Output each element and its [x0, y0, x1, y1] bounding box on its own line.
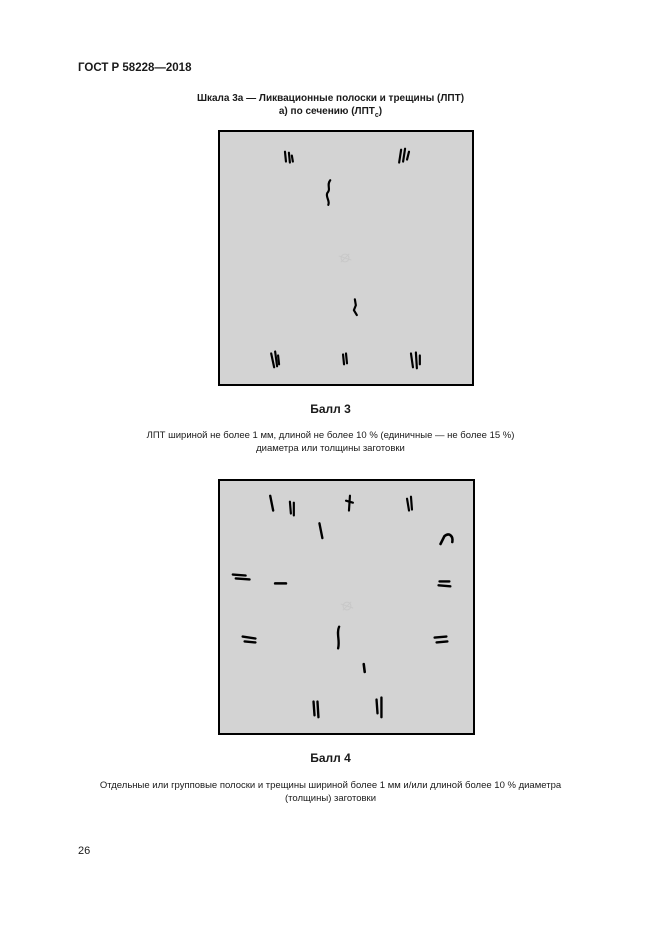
grade-3-label: Балл 3 — [310, 402, 351, 416]
specimen-center-mark — [339, 254, 351, 262]
defect-mark — [399, 149, 409, 163]
defect-mark — [441, 535, 453, 544]
specimen-grade-4-drawing — [220, 481, 473, 733]
scale-title: Шкала 3а — Ликвационные полоски и трещины (ЛПТ) — [196, 93, 465, 104]
scale-title-block — [0, 92, 661, 122]
defect-mark — [290, 502, 294, 516]
grade-3-description-line-1: ЛПТ шириной не более 1 мм, длиной не более 10 % (единичные — не более 15 %) — [146, 430, 515, 441]
document-header: ГОСТ Р 58228—2018 — [78, 62, 192, 74]
specimen-grade-4 — [218, 479, 475, 735]
scale-subtitle-suffix: ) — [378, 106, 383, 117]
defect-mark — [338, 627, 339, 649]
defect-mark — [233, 575, 250, 580]
defect-mark — [411, 353, 420, 369]
page-number: 26 — [78, 845, 91, 857]
grade-4-description-line-1: Отдельные или групповые полоски и трещины шириной более 1 мм и/или длиной более 10 % диаметра — [99, 780, 562, 791]
defect-mark — [407, 497, 412, 511]
defect-mark — [377, 698, 382, 718]
defect-mark — [314, 702, 319, 718]
grade-3-description — [0, 429, 661, 455]
grade-3-description-line-2: диаметра или толщины заготовки — [256, 443, 405, 454]
defect-mark — [439, 581, 451, 586]
specimen-grade-3-drawing — [220, 132, 472, 384]
defect-mark — [285, 152, 293, 163]
scale-subtitle-subscript: с — [374, 112, 379, 119]
defect-mark — [343, 353, 347, 364]
scale-subtitle — [0, 105, 661, 122]
scale-subtitle-prefix: а) по сечению (ЛПТ — [278, 106, 375, 117]
defect-mark — [346, 496, 353, 511]
defect-mark — [354, 299, 357, 315]
specimen-center-mark — [341, 602, 353, 610]
specimen-grade-3 — [218, 130, 474, 386]
defect-mark — [435, 637, 448, 643]
grade-4-label: Балл 4 — [310, 751, 351, 765]
grade-4-description — [0, 779, 661, 805]
defect-mark — [327, 180, 330, 205]
defect-mark — [271, 352, 279, 368]
defect-mark — [364, 664, 365, 672]
defect-mark — [270, 496, 273, 511]
defect-mark — [319, 523, 322, 538]
grade-4-description-line-2: (толщины) заготовки — [284, 793, 377, 804]
defect-mark — [243, 637, 256, 643]
